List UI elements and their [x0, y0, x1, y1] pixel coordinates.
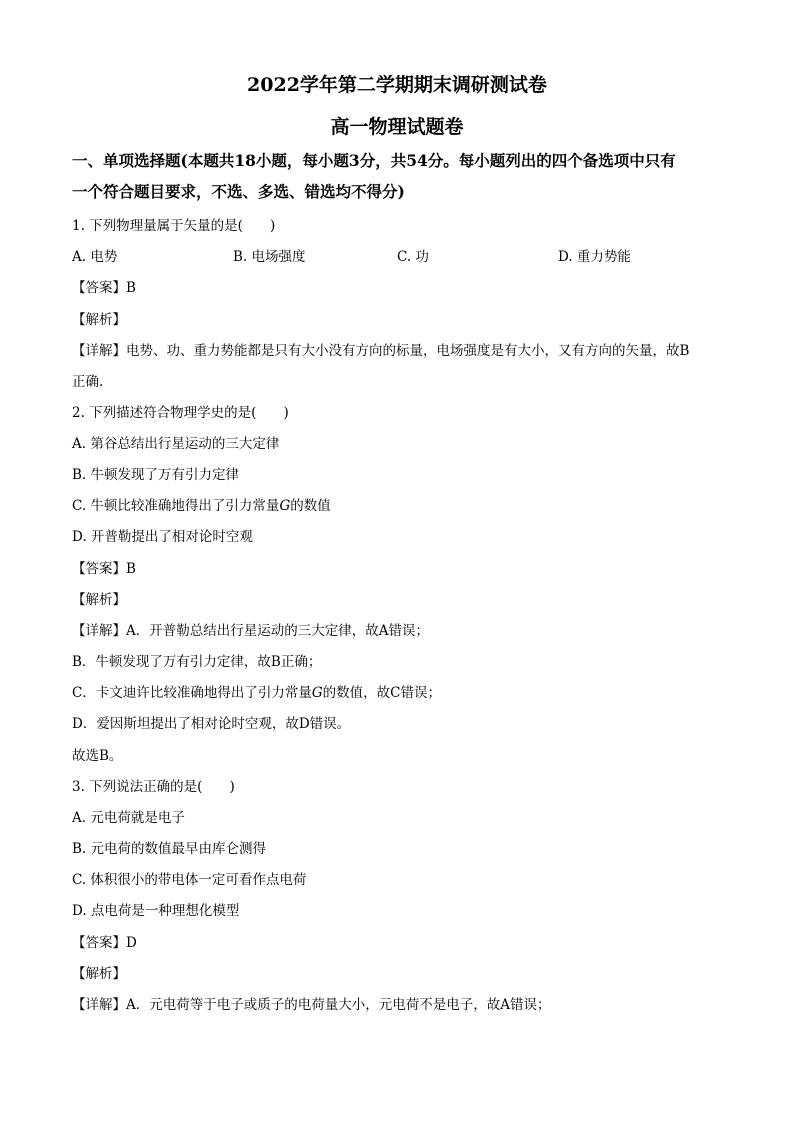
- question-1-answer: 【答案】B: [72, 280, 136, 296]
- question-2-option-c: [72, 494, 331, 514]
- question-2-detail-c: [72, 681, 441, 701]
- question-3-option-c: C. 体积很小的带电体一定可看作点电荷: [72, 872, 307, 888]
- gravitational-constant-symbol: G: [311, 685, 323, 701]
- question-2-option-c-text-end: 的数值: [290, 498, 331, 514]
- section-heading: [72, 145, 732, 207]
- exam-subtitle: 高一物理试题卷: [330, 116, 464, 138]
- question-1-stem: 1. 下列物理量属于矢量的是( ): [72, 218, 276, 234]
- question-1-detail-cont: 正确.: [72, 374, 104, 390]
- question-1-option-d: D. 重力势能: [558, 249, 631, 265]
- question-2-option-b: B. 牛顿发现了万有引力定律: [72, 467, 240, 483]
- question-2-detail-b: B．牛顿发现了万有引力定律，故B正确；: [72, 654, 322, 670]
- question-2-detail-c-text: C．卡文迪许比较准确地得出了引力常量: [72, 685, 312, 701]
- question-2-answer: 【答案】B: [72, 561, 136, 577]
- question-2-detail-d: D．爱因斯坦提出了相对论时空观，故D错误。: [72, 716, 351, 732]
- question-1-detail: 【详解】电势、功、重力势能都是只有大小没有方向的标量，电场强度是有大小，又有方向的矢量，故B: [72, 343, 690, 359]
- question-3-option-d: D. 点电荷是一种理想化模型: [72, 903, 240, 919]
- exam-title: 2022学年第二学期期末调研测试卷: [247, 74, 547, 96]
- section-heading-line: 一、单项选择题(本题共18小题，每小题3分，共54分。每小题列出的四个备选项中只有: [72, 151, 676, 170]
- question-1-option-b: B. 电场强度: [233, 249, 306, 265]
- question-1-analysis-label: 【解析】: [72, 312, 126, 328]
- question-3-stem: 3. 下列说法正确的是( ): [72, 779, 235, 795]
- question-2-detail-c-text-end: 的数值，故C错误；: [322, 685, 441, 701]
- question-3-option-b: B. 元电荷的数值最早由库仑测得: [72, 841, 267, 857]
- question-3-option-a: A. 元电荷就是电子: [72, 810, 185, 826]
- question-2-analysis-label: 【解析】: [72, 592, 126, 608]
- question-2-option-a: A. 第谷总结出行星运动的三大定律: [72, 436, 280, 452]
- question-1-option-c: C. 功: [397, 249, 429, 265]
- question-3-analysis-label: 【解析】: [72, 966, 126, 982]
- question-1-option-a: A. 电势: [72, 249, 118, 265]
- question-2-conclusion: 故选B。: [72, 748, 123, 764]
- question-3-answer: 【答案】D: [72, 935, 137, 951]
- question-2-detail-a: 【详解】A．开普勒总结出行星运动的三大定律，故A错误；: [72, 623, 429, 639]
- section-heading-line: 一个符合题目要求，不选、多选、错选均不得分): [72, 182, 405, 201]
- gravitational-constant-symbol: G: [279, 498, 291, 514]
- question-2-option-d: D. 开普勒提出了相对论时空观: [72, 529, 253, 545]
- question-2-stem: 2. 下列描述符合物理学史的是( ): [72, 405, 289, 421]
- question-2-option-c-text: C. 牛顿比较准确地得出了引力常量: [72, 498, 280, 514]
- question-3-detail-a: 【详解】A．元电荷等于电子或质子的电荷量大小，元电荷不是电子，故A错误；: [72, 997, 551, 1013]
